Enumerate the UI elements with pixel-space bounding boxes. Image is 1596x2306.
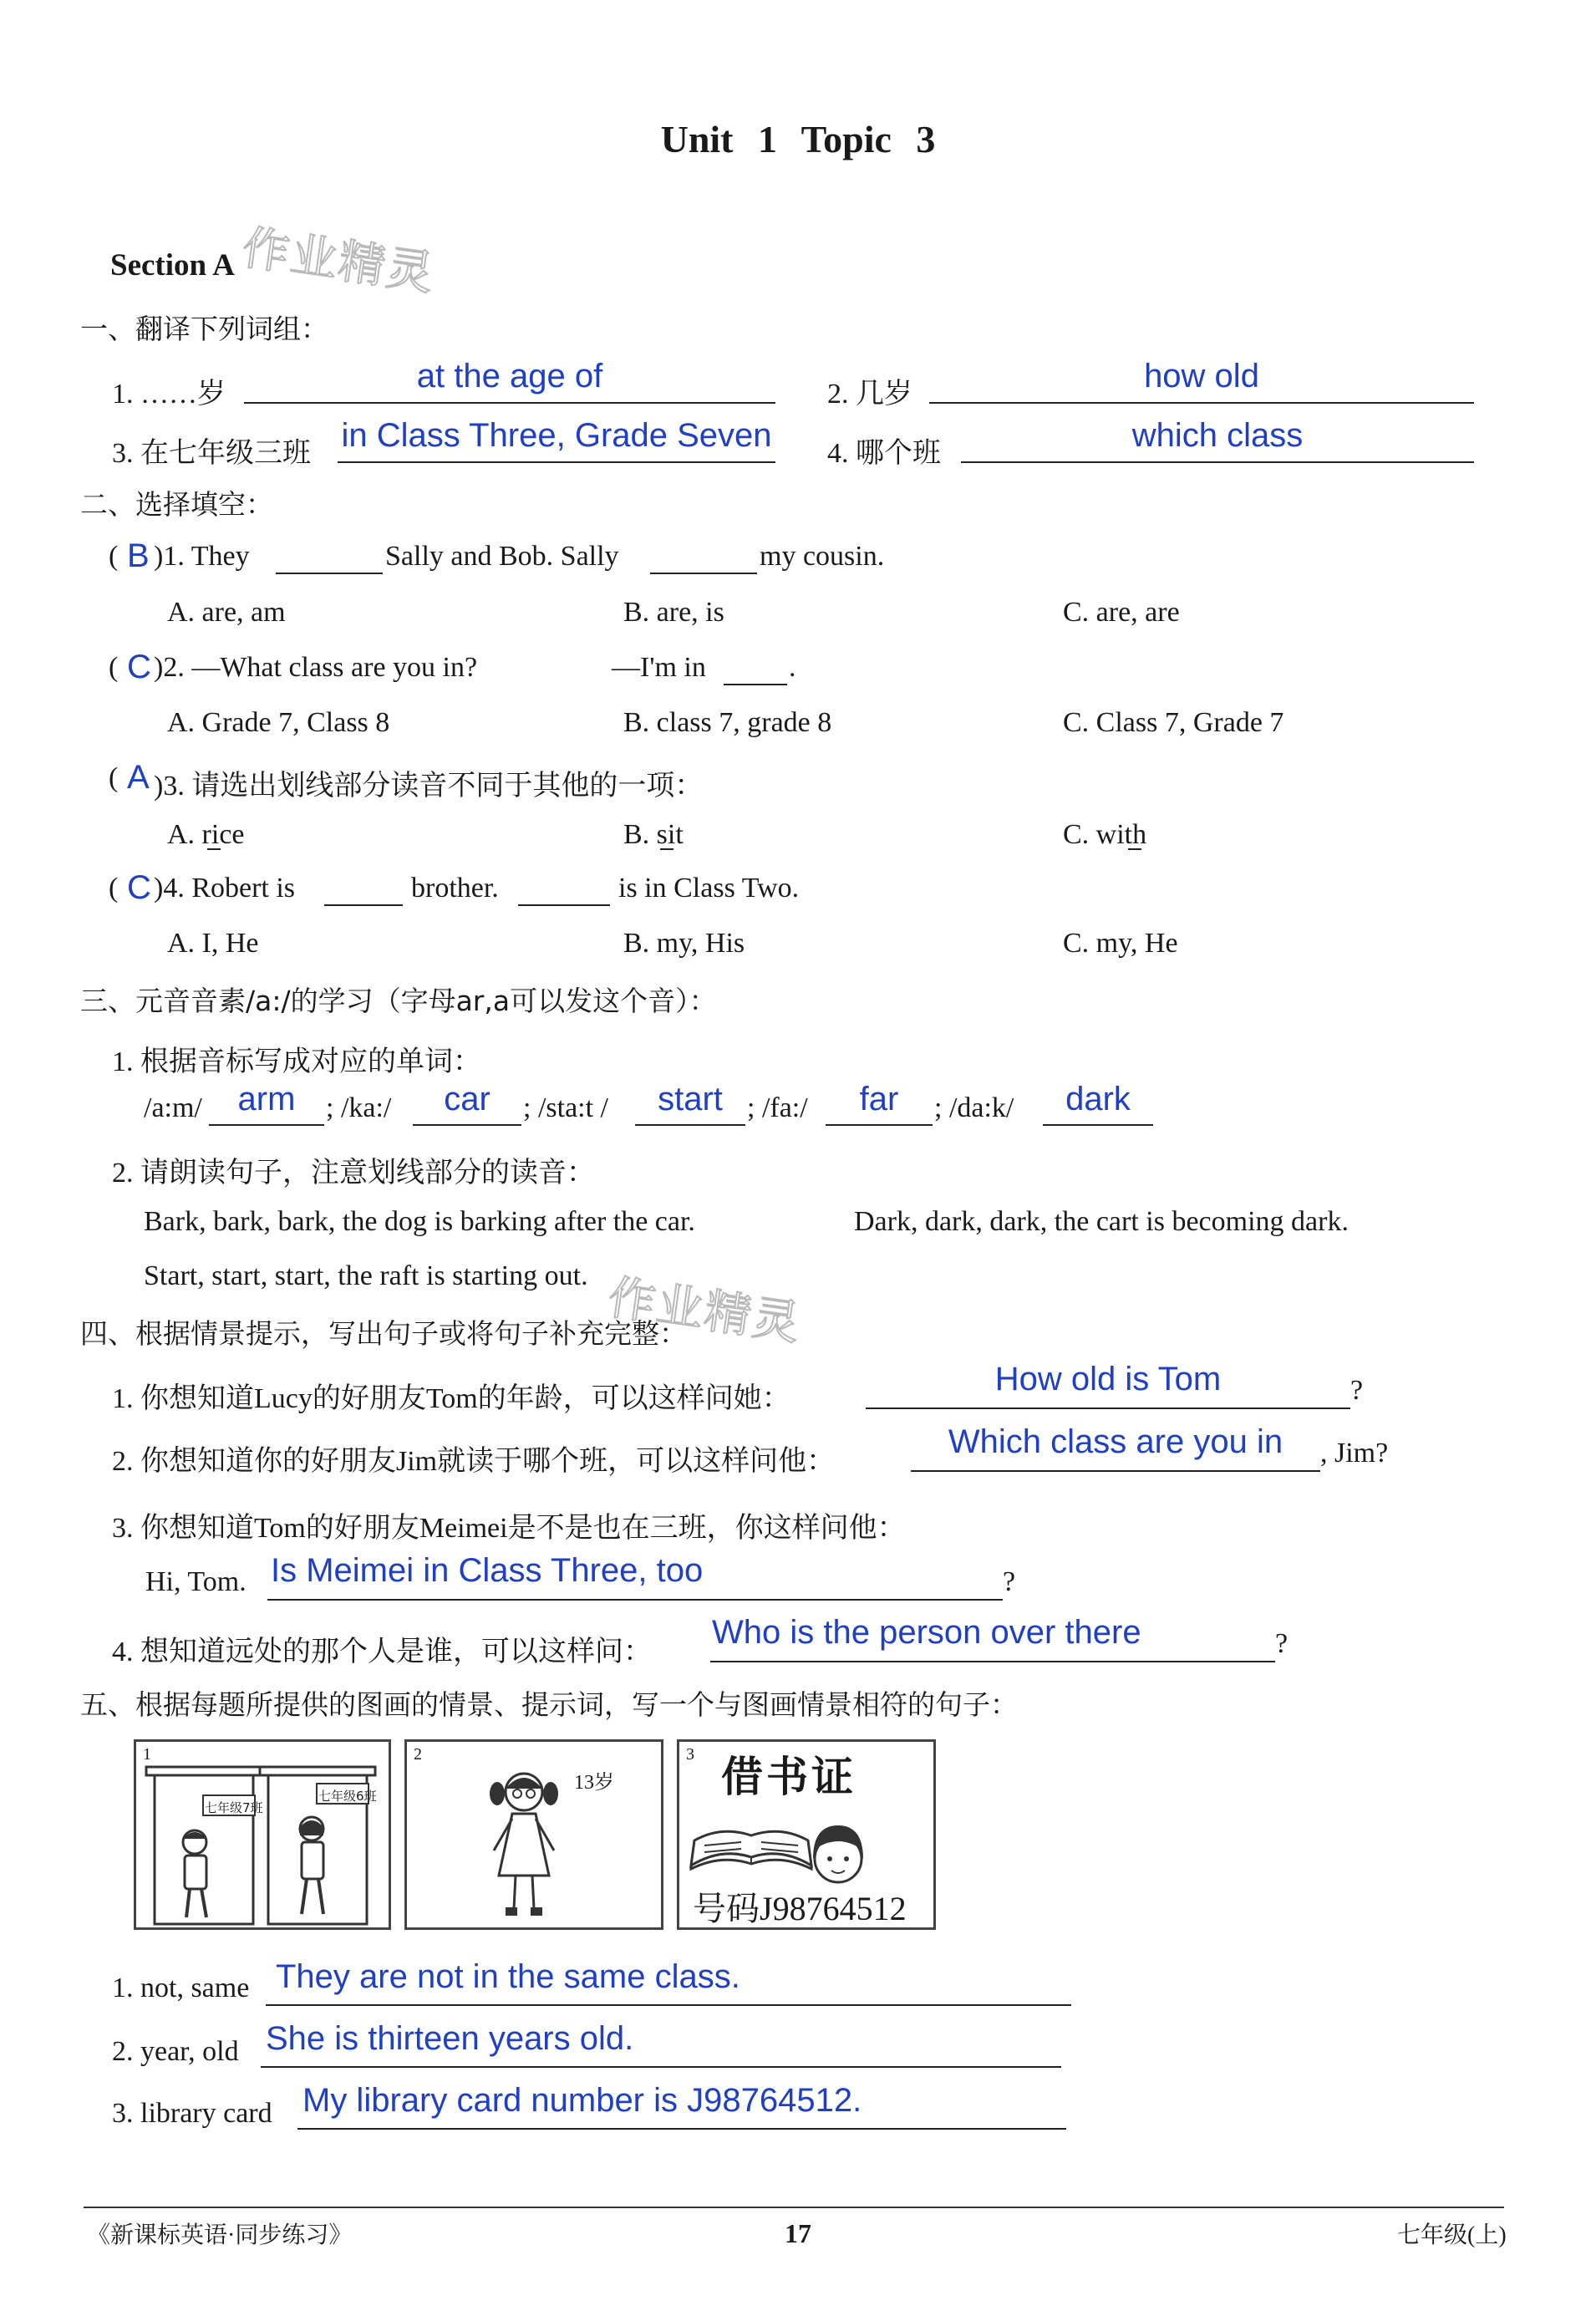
p3-sentence1: Bark, bark, bark, the dog is barking after the car. bbox=[144, 1206, 695, 1237]
footer-grade: 七年级(上) bbox=[1397, 2222, 1507, 2248]
p2-q2-paren: ( bbox=[109, 652, 119, 683]
p4-q3-prompt: 3. 你想知道Tom的好朋友Meimei是不是也在三班，你这样问他： bbox=[112, 1513, 906, 1544]
p3-phon1-label: /a:m/ bbox=[144, 1092, 202, 1123]
p2-q4-opt-c: C. my, He bbox=[1063, 928, 1178, 959]
p4-q4-end: ? bbox=[1275, 1628, 1288, 1659]
p4-q3-answer: Is Meimei in Class Three, too bbox=[271, 1552, 704, 1589]
p2-q4-paren: ( bbox=[109, 873, 119, 904]
part3-heading: 三、元音音素/a:/的学习（字母ar,a可以发这个音）： bbox=[80, 985, 717, 1017]
p3-phon3-blank bbox=[635, 1124, 745, 1126]
p3-phon2-answer: car bbox=[444, 1081, 490, 1117]
p1-item3-answer: in Class Three, Grade Seven bbox=[341, 417, 772, 454]
p4-q2-end: , Jim? bbox=[1320, 1438, 1389, 1469]
p3-phon4-label: ; /fa:/ bbox=[747, 1092, 808, 1123]
picture-1-classrooms bbox=[134, 1739, 391, 1930]
p1-item3-label: 3. 在七年级三班 bbox=[112, 438, 311, 469]
p4-q3-end: ? bbox=[1003, 1566, 1016, 1597]
p5-item1-blank bbox=[266, 2004, 1071, 2006]
p2-q3-underline-c bbox=[1128, 848, 1141, 850]
picture-3-number: 3 bbox=[686, 1745, 694, 1764]
p3-phon5-label: ; /da:k/ bbox=[934, 1092, 1014, 1123]
card-number: 号码J98764512 bbox=[693, 1890, 907, 1927]
p3-phon1-blank bbox=[209, 1124, 324, 1126]
picture-1-number: 1 bbox=[143, 1745, 151, 1764]
p2-q1-opt-c: C. are, are bbox=[1063, 597, 1180, 628]
p3-phon4-answer: far bbox=[859, 1081, 899, 1117]
class-sign-1: 七年级7班 bbox=[205, 1800, 263, 1815]
p5-item3-label: 3. library card bbox=[112, 2098, 272, 2129]
p2-q1-blank2 bbox=[650, 573, 757, 574]
p4-q1-blank bbox=[866, 1408, 1350, 1409]
p1-item1-blank bbox=[244, 402, 775, 404]
picture-2-girl bbox=[404, 1739, 663, 1930]
p2-q2-stem-b: —I'm in bbox=[612, 652, 706, 683]
p2-q3-underline-a bbox=[207, 848, 221, 850]
p2-q4-opt-b: B. my, His bbox=[623, 928, 745, 959]
p2-q3-opt-a: A. rice bbox=[167, 819, 245, 850]
p2-q4-stem-a: )4. Robert is bbox=[154, 873, 296, 904]
p1-item4-answer: which class bbox=[1131, 417, 1304, 454]
footer-book-title: 《新课标英语·同步练习》 bbox=[87, 2222, 353, 2248]
p2-q3-paren: ( bbox=[109, 762, 119, 793]
age-label: 13岁 bbox=[574, 1772, 614, 1794]
p4-q1-end: ? bbox=[1350, 1375, 1364, 1406]
p3-phon5-blank bbox=[1043, 1124, 1153, 1126]
p2-q3-underline-b bbox=[660, 848, 673, 850]
p2-q2-stem-c: . bbox=[789, 652, 796, 683]
p4-q3-blank bbox=[267, 1599, 1003, 1601]
watermark-2: 作业精灵 bbox=[604, 1270, 805, 1352]
p3-sub1: 1. 根据音标写成对应的单词： bbox=[112, 1046, 481, 1077]
p5-item3-answer: My library card number is J98764512. bbox=[302, 2082, 862, 2119]
p4-q4-blank bbox=[710, 1661, 1275, 1662]
p4-q3-pre: Hi, Tom. bbox=[145, 1566, 247, 1597]
p2-q2-blank bbox=[724, 684, 787, 685]
p2-q4-blank2 bbox=[518, 904, 610, 906]
p2-q1-stem-c: my cousin. bbox=[760, 541, 885, 572]
p2-q1-blank1 bbox=[276, 573, 383, 574]
footer-rule bbox=[84, 2207, 1504, 2208]
section-label: Section A bbox=[110, 248, 236, 283]
class-sign-2: 七年级6班 bbox=[318, 1789, 377, 1804]
p2-q2-opt-c: C. Class 7, Grade 7 bbox=[1063, 707, 1284, 738]
p1-item2-blank bbox=[929, 402, 1474, 404]
p1-item2-answer: how old bbox=[1144, 358, 1259, 395]
part4-heading: 四、根据情景提示，写出句子或将句子补充完整： bbox=[80, 1317, 687, 1350]
page-title: Unit 1 Topic 3 bbox=[660, 118, 936, 160]
p3-phon2-blank bbox=[413, 1124, 521, 1126]
p1-item1-label: 1. ……岁 bbox=[112, 379, 226, 410]
picture-3-library-card bbox=[677, 1739, 936, 1930]
p3-sentence2: Dark, dark, dark, the cart is becoming dark. bbox=[854, 1206, 1349, 1237]
p2-q1-opt-b: B. are, is bbox=[623, 597, 724, 628]
p2-q1-stem-b: Sally and Bob. Sally bbox=[385, 541, 619, 572]
card-title: 借书证 bbox=[721, 1753, 856, 1801]
p2-q4-stem-c: is in Class Two. bbox=[618, 873, 800, 904]
p5-item3-blank bbox=[297, 2128, 1066, 2130]
p1-item4-label: 4. 哪个班 bbox=[827, 438, 941, 469]
p5-item1-label: 1. not, same bbox=[112, 1973, 250, 2003]
p2-q2-opt-a: A. Grade 7, Class 8 bbox=[167, 707, 390, 738]
p2-q3-answer: A bbox=[127, 759, 150, 796]
p3-phon3-label: ; /sta:t / bbox=[523, 1092, 608, 1123]
page-number: 17 bbox=[785, 2218, 811, 2248]
part5-heading: 五、根据每题所提供的图画的情景、提示词，写一个与图画情景相符的句子： bbox=[80, 1688, 1018, 1721]
p3-sentence3: Start, start, start, the raft is starting out. bbox=[144, 1260, 588, 1291]
p2-q1-opt-a: A. are, am bbox=[167, 597, 286, 628]
p2-q2-opt-b: B. class 7, grade 8 bbox=[623, 707, 832, 738]
p4-q2-answer: Which class are you in bbox=[948, 1423, 1283, 1460]
p2-q4-stem-b: brother. bbox=[411, 873, 499, 904]
p2-q1-stem-a: )1. They bbox=[154, 541, 250, 572]
p2-q3-opt-b: B. sit bbox=[623, 819, 684, 850]
part2-heading: 二、选择填空： bbox=[80, 488, 273, 521]
p4-q1-prompt: 1. 你想知道Lucy的好朋友Tom的年龄，可以这样问她： bbox=[112, 1383, 790, 1414]
p4-q4-answer: Who is the person over there bbox=[712, 1614, 1141, 1651]
p3-phon2-label: ; /ka:/ bbox=[326, 1092, 392, 1123]
p2-q2-stem-a: )2. —What class are you in? bbox=[154, 652, 478, 683]
p1-item3-blank bbox=[338, 461, 775, 463]
p5-item1-answer: They are not in the same class. bbox=[276, 1958, 740, 1995]
p2-q4-answer: C bbox=[127, 869, 151, 906]
p4-q2-blank bbox=[911, 1470, 1320, 1472]
p1-item2-label: 2. 几岁 bbox=[827, 379, 912, 410]
p4-q2-prompt: 2. 你想知道你的好朋友Jim就读于哪个班，可以这样问他： bbox=[112, 1446, 836, 1477]
p2-q1-answer: B bbox=[127, 537, 150, 574]
p2-q3-opt-c: C. with bbox=[1063, 819, 1147, 850]
p3-phon5-answer: dark bbox=[1065, 1081, 1131, 1117]
p3-phon3-answer: start bbox=[658, 1081, 723, 1117]
p2-q2-answer: C bbox=[127, 649, 151, 685]
p3-phon4-blank bbox=[826, 1124, 933, 1126]
p5-item2-blank bbox=[261, 2066, 1061, 2068]
p3-sub2: 2. 请朗读句子，注意划线部分的读音： bbox=[112, 1158, 595, 1189]
p5-item2-answer: She is thirteen years old. bbox=[266, 2020, 634, 2057]
p3-phon1-answer: arm bbox=[237, 1081, 296, 1117]
p4-q1-answer: How old is Tom bbox=[994, 1361, 1222, 1397]
p2-q4-opt-a: A. I, He bbox=[167, 928, 259, 959]
girl-illustration bbox=[407, 1742, 661, 1927]
p1-item1-answer: at the age of bbox=[416, 358, 603, 395]
p1-item4-blank bbox=[961, 461, 1474, 463]
p4-q4-prompt: 4. 想知道远处的那个人是谁，可以这样问： bbox=[112, 1637, 652, 1667]
p2-q3-stem: )3. 请选出划线部分读音不同于其他的一项： bbox=[154, 771, 704, 802]
p2-q1-paren: ( bbox=[109, 541, 119, 572]
classroom-doors-illustration bbox=[136, 1742, 389, 1927]
picture-2-number: 2 bbox=[414, 1745, 422, 1764]
part1-heading: 一、翻译下列词组： bbox=[80, 313, 328, 345]
p5-item2-label: 2. year, old bbox=[112, 2036, 239, 2067]
p2-q4-blank1 bbox=[324, 904, 403, 906]
watermark: 作业精灵 bbox=[238, 221, 439, 302]
